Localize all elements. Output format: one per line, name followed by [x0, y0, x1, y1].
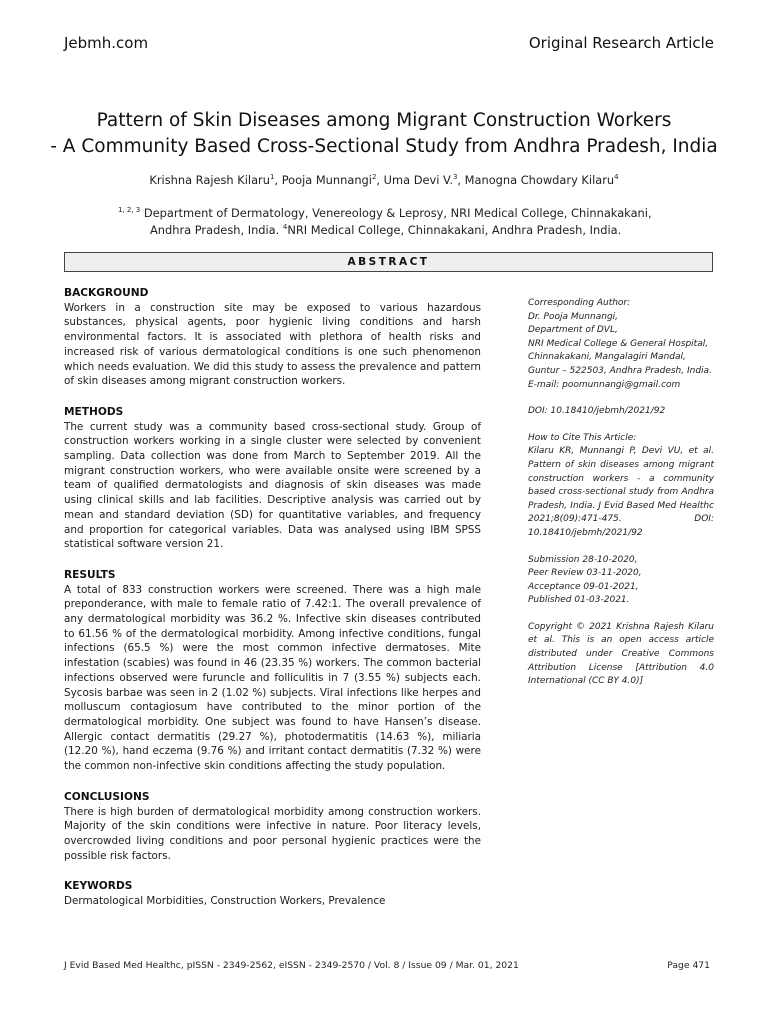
author-name: Manogna Chowdary Kilaru — [464, 173, 615, 187]
author-affil-sup: 1 — [269, 173, 275, 181]
section-heading: BACKGROUND — [64, 287, 149, 299]
corresponding-line: Corresponding Author: — [528, 298, 631, 308]
author-name: Uma Devi V. — [383, 173, 453, 187]
affiliations — [118, 205, 678, 239]
affil-line-1: Department of Dermatology, Venereology & Leprosy, NRI Medical College, Chinnakakani, — [140, 206, 652, 220]
abstract-body — [64, 286, 481, 925]
section-heading: KEYWORDS — [64, 880, 133, 893]
title-line-1: Pattern of Skin Diseases among Migrant Construction Workers — [96, 110, 672, 131]
doi[interactable]: DOI: 10.18410/jebmh/2021/92 — [528, 406, 666, 417]
article-title — [40, 108, 728, 160]
section-results — [64, 568, 481, 774]
page-number: Page 471 — [667, 960, 710, 971]
title-line-2: - A Community Based Cross-Sectional Study from Andhra Pradesh, India — [50, 136, 718, 157]
copyright-notice: Copyright © 2021 Krishna Rajesh Kilaru et al. This is an open access article distributed under Creative Commons Attribution License [Attribution 4.0 International (CC BY 4.0)] — [528, 621, 714, 687]
corresponding-line: NRI Medical College & General Hospital, — [528, 338, 709, 349]
cite-label: How to Cite This Article: — [528, 432, 637, 443]
cite-text: Kilaru KR, Munnangi P, Devi VU, et al. Pattern of skin diseases among migrant construction workers - a community based cross-sectional study from Andhra Pradesh, India. J Evid Based Med Healthc 2021;8(09):471-475. DOI: 10.18410/jebmh/2021/92 — [528, 446, 714, 538]
how-to-cite — [528, 432, 714, 541]
footer-journal-info: J Evid Based Med Healthc, pISSN - 2349-2562, eISSN - 2349-2570 / Vol. 8 / Issue 09 / Mar. 01, 2021 — [64, 960, 519, 971]
section-text: A total of 833 construction workers were screened. There was a high male preponderance, with male to female ratio of 7.42:1. The overall prevalence of any dermatological morbidity was 36.2 %. Infective skin diseases contributed to 61.56 % of the dermatological morbidity. Among infective conditions, fungal infections (65.5 %) were the most common infective dermatoses. Mite infestation (scabies) was found in 46 (23.35 %) workers. The common bacterial infections observed were furuncle and folliculitis in 7 (3.55 %) subjects each. Sycosis barbae was seen in 2 (1.02 %) subjects. Viral infections like herpes and molluscum contagiosum have contributed to the minor portion of the dermatological morbidity. One subject was found to have Hansen’s disease. Allergic contact dermatitis (29.27 %), photodermatitis (14.63 %), miliaria (12.20 %), hand eczema (9.76 %) and irritant contact dermatitis (7.32 %) were the common non-infective skin conditions affecting the study population. — [64, 583, 481, 773]
author-list — [40, 173, 728, 187]
section-background — [64, 286, 481, 389]
section-heading: METHODS — [64, 405, 124, 418]
section-text: The current study was a community based cross-sectional study. Group of construction workers working in a single cluster were selected by convenient sampling. Data collection was done from March to September 2019. All the migrant construction workers, who were available onsite were screened by a team of qualified dermatologists and diagnosis of skin diseases was made using clinical skills and lab facilities. Descriptive analysis was carried out by mean and standard deviation (SD) for quantitative variables, and frequency and proportion for categorical variables. Data was analysed using IBM SPSS statistical software version 21. — [64, 420, 481, 551]
corresponding-email[interactable]: E-mail: poomunnangi@gmail.com — [528, 379, 681, 390]
author-name: Pooja Munnangi — [281, 173, 372, 187]
section-heading: RESULTS — [64, 568, 116, 581]
section-heading: CONCLUSIONS — [64, 790, 150, 803]
author-name: Krishna Rajesh Kilaru — [149, 173, 270, 187]
date-line: Submission 28-10-2020, — [528, 554, 638, 565]
section-text: There is high burden of dermatological morbidity among construction workers. Majority of the skin conditions were infective in nature. Poor literacy levels, overcrowded living conditions and poor personal hygienic practices were the possible risk factors. — [64, 805, 481, 862]
corresponding-line: Department of DVL, — [528, 325, 618, 336]
author-affil-sup: 3 — [452, 173, 458, 181]
journal-site: Jebmh.com — [64, 34, 149, 52]
affil-sup: 4 — [282, 223, 288, 231]
section-text: Dermatological Morbidities, Construction Workers, Prevalence — [64, 895, 386, 908]
corresponding-line: Dr. Pooja Munnangi, — [528, 311, 619, 322]
date-line: Published 01-03-2021. — [528, 595, 630, 606]
corresponding-line: Chinnakakani, Mangalagiri Mandal, — [528, 352, 686, 363]
section-keywords — [64, 879, 481, 908]
publication-dates — [528, 554, 714, 608]
section-text: Workers in a construction site may be exposed to various hazardous substances, physical agents, poor hygienic living conditions and harsh environmental factors. It is associated with plethora of health risks and increased risk of various dermatological conditions is one such phenomenon which needs evaluation. We did this study to assess the prevalence and pattern of skin diseases among migrant construction workers. — [64, 301, 481, 388]
author-affil-sup: 4 — [614, 173, 619, 181]
affil-sup: 1, 2, 3 — [118, 206, 141, 214]
affil-line-2b: NRI Medical College, Chinnakakani, Andhra Pradesh, India. — [287, 223, 622, 237]
corresponding-author — [528, 297, 714, 392]
section-methods — [64, 405, 481, 552]
date-line: Peer Review 03-11-2020, — [528, 568, 642, 579]
abstract-heading: ABSTRACT — [64, 252, 713, 272]
author-separator: , — [274, 173, 282, 187]
author-separator: , — [376, 173, 384, 187]
corresponding-line: Guntur – 522503, Andhra Pradesh, India. — [528, 365, 712, 376]
affil-line-2a: Andhra Pradesh, India. — [150, 223, 283, 237]
author-separator: , — [457, 173, 465, 187]
article-info-sidebar — [528, 297, 714, 702]
date-line: Acceptance 09-01-2021, — [528, 581, 639, 592]
article-type: Original Research Article — [528, 34, 714, 52]
author-affil-sup: 2 — [371, 173, 377, 181]
section-conclusions — [64, 790, 481, 864]
